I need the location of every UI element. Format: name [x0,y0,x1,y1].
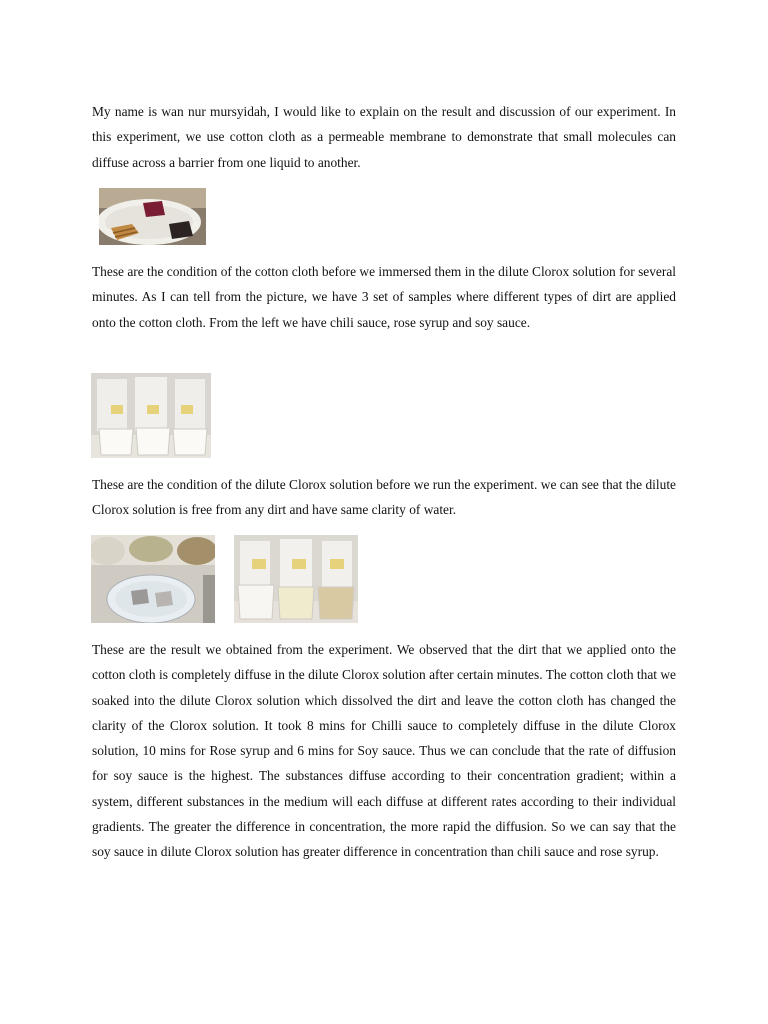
paragraph-cloth-condition: These are the condition of the cotton cloth before we immersed them in the dilute Clorox solution for several minutes. As I can tell from the picture, we have 3 set of samples where different types of dirt are applied onto the cotton cloth. From the left we have chili sauce, rose syrup and soy sauce. [92,264,676,330]
paragraph-introduction: My name is wan nur mursyidah, I would like to explain on the result and discussion of our experiment. In this experiment, we use cotton cloth as a permeable membrane to demonstrate that small molecules can diffuse across a barrier from one liquid to another. [92,104,676,170]
cotton-cloth-samples-photo [99,188,206,245]
clorox-solution-after-photo [234,535,358,623]
result-dish-photo [91,535,215,623]
paragraph-results-discussion: These are the result we obtained from the experiment. We observed that the dirt that we applied onto the cotton cloth is completely diffuse in the dilute Clorox solution after certain minutes. The cotton cloth that we soaked into the dilute Clorox solution which dissolved the dirt and leave the cotton cloth has changed the clarity of the Clorox solution. It took 8 mins for Chilli sauce to completely diffuse in the dilute Clorox solution, 10 mins for Rose syrup and 6 mins for Soy sauce. Thus we can conclude that the rate of diffusion for soy sauce is the highest. The substances diffuse according to their concentration gradient; within a system, different substances in the medium will each diffuse at different rates according to their individual gradients. The greater the difference in concentration, the more rapid the diffusion. So we can say that the soy sauce in dilute Clorox solution has greater difference in concentration than chili sauce and rose syrup. [92,642,676,860]
paragraph-solution-before: These are the condition of the dilute Clorox solution before we run the experiment. we can see that the dilute Clorox solution is free from any dirt and have same clarity of water. [92,477,676,518]
clorox-solution-before-photo [91,373,211,458]
